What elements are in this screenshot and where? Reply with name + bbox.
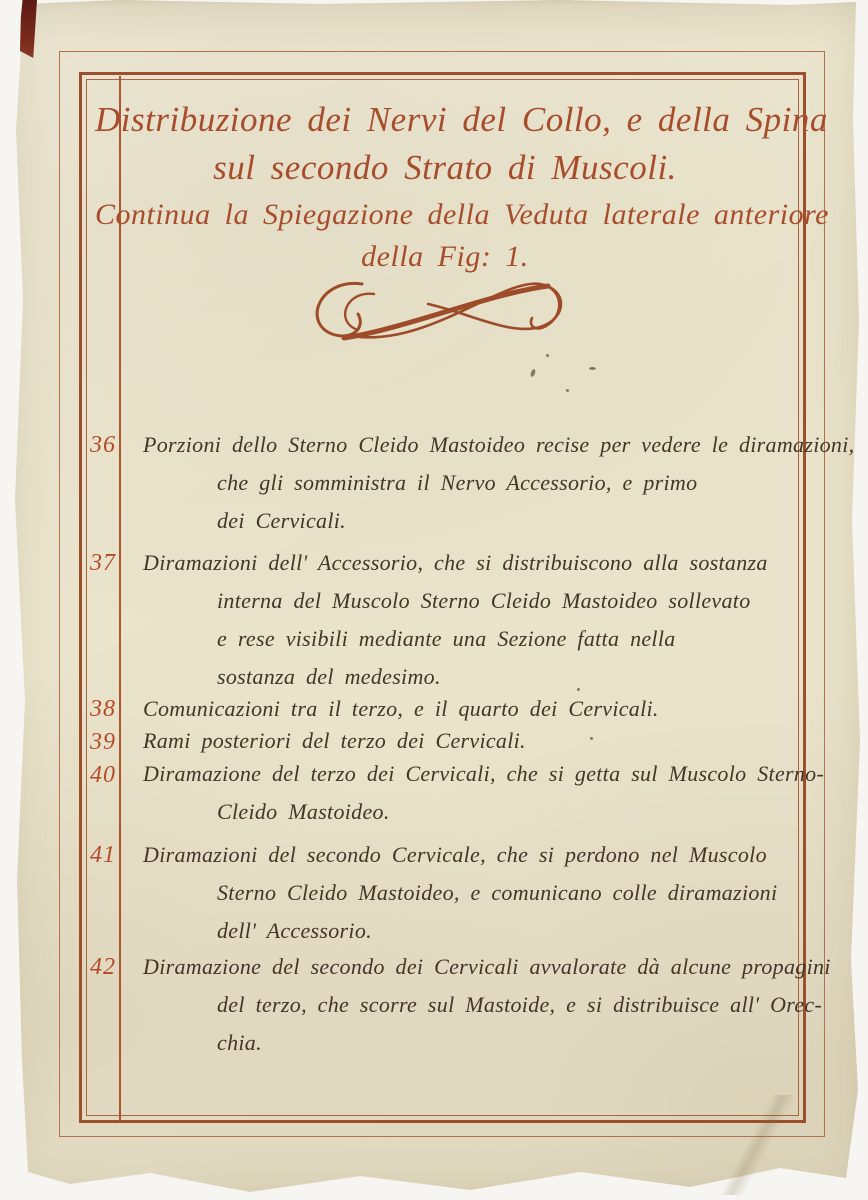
entry-number: 37 [90, 550, 116, 576]
ink-speck [589, 367, 596, 370]
entry-number: 40 [90, 762, 116, 788]
entry-line: chia. [217, 1030, 262, 1055]
paper-crease [672, 1095, 842, 1195]
entry-line: Diramazione del secondo dei Cervicali avvalorate dà alcune propagini [143, 954, 831, 979]
entry-number: 36 [90, 432, 116, 458]
entry-line: dei Cervicali. [217, 508, 346, 533]
subtitle-line-2: della Fig: 1. [361, 240, 529, 273]
entry-line: sostanza del medesimo. [217, 664, 441, 689]
entry-line: e rese visibili mediante una Sezione fatta nella [217, 626, 676, 651]
title-line-2: sul secondo Strato di Muscoli. [213, 148, 677, 187]
entry-line: Diramazioni dell' Accessorio, che si distribuiscono alla sostanza [143, 550, 768, 575]
entry-number: 39 [90, 729, 116, 755]
entry-line: del terzo, che scorre sul Mastoide, e si distribuisce all' Orec- [217, 992, 823, 1017]
entry-line: che gli somministra il Nervo Accessorio, e primo [217, 470, 698, 495]
entry-line: Cleido Mastoideo. [217, 799, 390, 824]
entry-number: 42 [90, 954, 116, 980]
ink-speck [590, 737, 593, 740]
title-line-1: Distribuzione dei Nervi del Collo, e della Spina [95, 100, 828, 139]
ink-speck [566, 389, 569, 392]
ink-speck [577, 688, 580, 691]
ink-speck [546, 354, 549, 357]
entry-41 [135, 836, 803, 950]
entry-40 [135, 755, 825, 831]
entry-number: 38 [90, 696, 116, 722]
entry-36 [135, 426, 855, 540]
entry-line: Diramazioni del secondo Cervicale, che si perdono nel Muscolo [143, 842, 767, 867]
subtitle-line-1: Continua la Spiegazione della Veduta laterale anteriore [95, 198, 829, 231]
entry-37 [135, 544, 803, 696]
entry-line: Diramazione del terzo dei Cervicali, che si getta sul Muscolo Sterno- [143, 761, 825, 786]
entry-line: Rami posteriori del terzo dei Cervicali. [143, 728, 526, 753]
entry-line: Comunicazioni tra il terzo, e il quarto dei Cervicali. [143, 696, 659, 721]
entry-number: 41 [90, 842, 116, 868]
flourish-ornament-icon [296, 276, 586, 342]
entry-line: Porzioni dello Sterno Cleido Mastoideo recise per vedere le diramazioni, [143, 432, 855, 457]
entry-42 [135, 948, 831, 1062]
margin-rule [119, 76, 121, 1122]
entry-line: interna del Muscolo Sterno Cleido Mastoideo sollevato [217, 588, 751, 613]
entry-line: Sterno Cleido Mastoideo, e comunicano colle diramazioni [217, 880, 778, 905]
entry-line: dell' Accessorio. [217, 918, 372, 943]
